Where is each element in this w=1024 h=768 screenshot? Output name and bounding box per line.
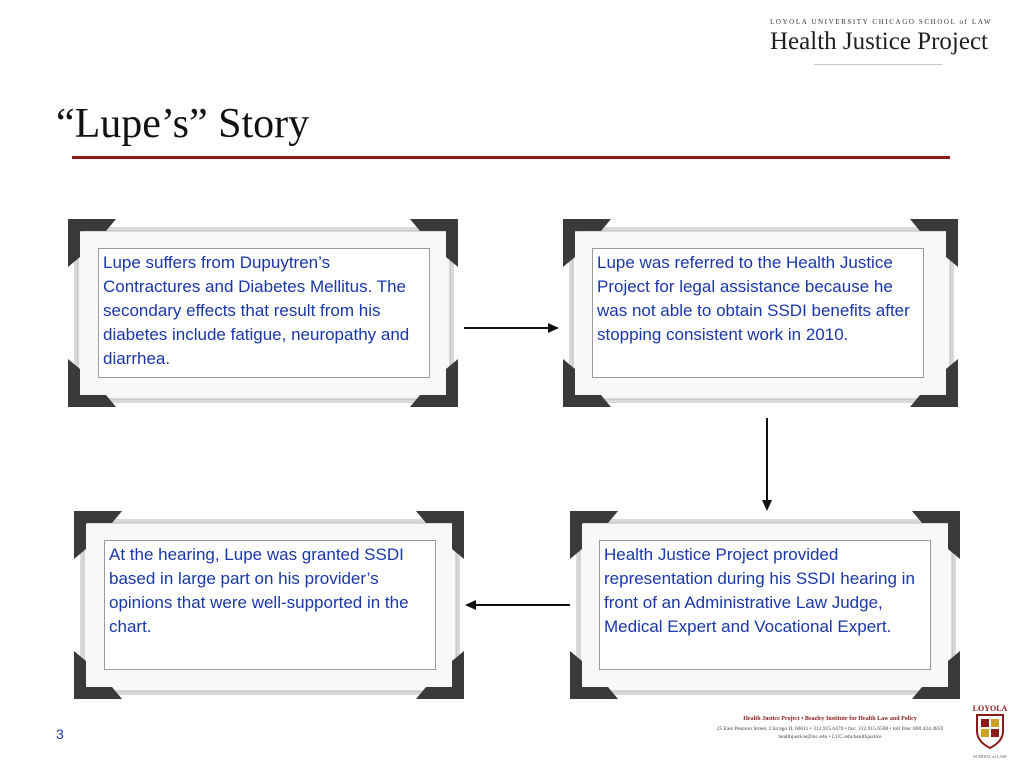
footer-line-1: Health Justice Project • Beazley Institute for Health Law and Policy bbox=[743, 716, 917, 722]
footer-line-3: healthjustice@luc.edu • LUC.edu/healthjustice bbox=[778, 734, 882, 740]
logo-title: Health Justice Project bbox=[770, 28, 988, 55]
story-frame-2 bbox=[563, 219, 958, 407]
logo-school-name: LOYOLA UNIVERSITY CHICAGO SCHOOL of LAW bbox=[770, 18, 993, 26]
shield-icon bbox=[975, 713, 1005, 749]
story-text-3: Health Justice Project provided representation during his SSDI hearing in front of an Administrative Law Judge, Medical Expert and Vocational Expert. bbox=[599, 540, 931, 670]
header-logo bbox=[770, 18, 993, 56]
logo-divider bbox=[814, 64, 942, 65]
story-text-4: At the hearing, Lupe was granted SSDI based in large part on his provider’s opinions that were well-supported in the chart. bbox=[104, 540, 436, 670]
arrow-down-icon bbox=[759, 418, 775, 512]
title-divider bbox=[72, 156, 950, 159]
story-frame-3 bbox=[570, 511, 960, 699]
story-frame-1 bbox=[68, 219, 458, 407]
footer-address bbox=[700, 716, 960, 740]
arrow-right-icon bbox=[464, 320, 560, 336]
footer-line-2: 25 East Pearson Street, Chicago IL 60611 • 312.915.6470 • fax: 312.915.6588 • toll free: 800.424.4859 bbox=[716, 726, 944, 732]
story-frame-4 bbox=[74, 511, 464, 699]
story-text-1: Lupe suffers from Dupuytren’s Contractures and Diabetes Mellitus. The secondary effects that result from his diabetes include fatigue, neuropathy and diarrhea. bbox=[98, 248, 430, 378]
story-text-2: Lupe was referred to the Health Justice Project for legal assistance because he was not able to obtain SSDI benefits after stopping consistent work in 2010. bbox=[592, 248, 924, 378]
seal-bottom-text: SCHOOL of LAW bbox=[973, 754, 1007, 759]
arrow-left-icon bbox=[464, 597, 570, 613]
seal-top-text: LOYOLA bbox=[972, 704, 1008, 713]
slide-title: “Lupe’s” Story bbox=[56, 101, 310, 147]
loyola-seal bbox=[968, 704, 1012, 759]
slide-number: 3 bbox=[56, 726, 64, 742]
